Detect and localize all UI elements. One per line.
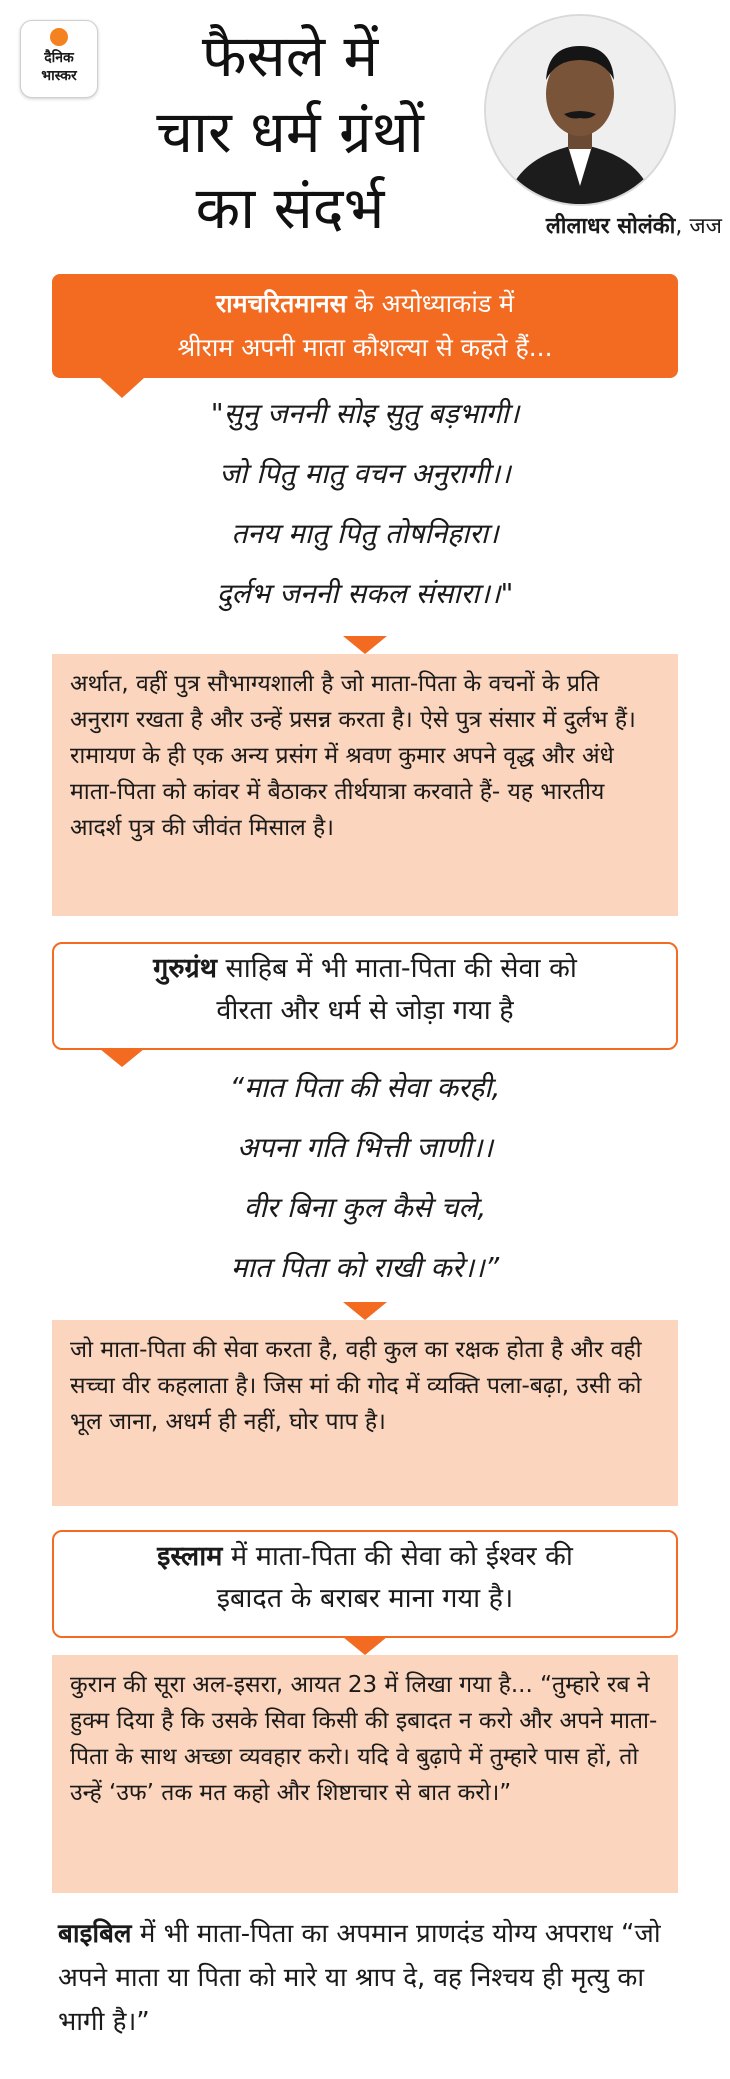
- islam-intro-line2: इबादत के बराबर माना गया है।: [216, 1583, 514, 1614]
- verse-line: दुर्लभ जननी सकल संसारा।।": [216, 577, 514, 610]
- islam-pointer-icon: [343, 1637, 387, 1655]
- sun-icon: [50, 28, 68, 46]
- page-title: [100, 18, 480, 246]
- guru-intro-line1: साहिब में भी माता-पिता की सेवा को: [216, 953, 577, 984]
- verse-line: मात पिता को राखी करे।।”: [230, 1251, 500, 1284]
- bible-text: में भी माता-पिता का अपमान प्राणदंड योग्य अपराध “जो अपने माता या पिता को मारे या श्राप दे, वह निश्चय ही मृत्यु का भागी है।”: [58, 1919, 661, 2037]
- guru-intro-bold: गुरुग्रंथ: [153, 953, 217, 984]
- ramayan-meaning-box: [52, 654, 678, 916]
- guru-meaning: जो माता-पिता की सेवा करता है, वही कुल का रक्षक होता है और वही सच्चा वीर कहलाता है। जिस मां की गोद में व्यक्ति पला-बढ़ा, उसी को भूल जाना, अधर्म ही नहीं, घोर पाप है।: [70, 1337, 642, 1435]
- logo-line1: दैनिक: [44, 50, 74, 66]
- judge-portrait-icon: [486, 16, 674, 204]
- judge-name: लीलाधर सोलंकी: [545, 214, 676, 239]
- ramayan-meaning-pointer-icon: [343, 636, 387, 654]
- judge-caption: [452, 212, 722, 242]
- title-line-3: का संदर्भ: [195, 174, 385, 242]
- verse-line: वीर बिना कुल कैसे चले,: [243, 1191, 487, 1224]
- dainik-bhaskar-logo: [20, 20, 98, 98]
- verse-line: तनय मातु पितु तोषनिहारा।: [231, 517, 499, 550]
- ramayan-verse: [60, 384, 670, 624]
- islam-intro-bold: इस्लाम: [157, 1541, 223, 1572]
- bible-paragraph: [58, 1912, 678, 2044]
- judge-photo: [484, 14, 676, 206]
- logo-line2: भास्कर: [41, 68, 77, 84]
- islam-meaning: कुरान की सूरा अल-इसरा, आयत 23 में लिखा गया है... “तुम्हारे रब ने हुक्म दिया है कि उसके सिवा किसी की इबादत न करो और अपने माता-पिता के साथ अच्छा व्यवहार करो। यदि वे बुढ़ापे में तुम्हारे पास हों, तो उन्हें ‘उफ’ तक मत कहो और शिष्टाचार से बात करो।”: [70, 1672, 658, 1806]
- guru-verse: [60, 1058, 670, 1298]
- ramayan-meaning: अर्थात, वहीं पुत्र सौभाग्यशाली है जो माता-पिता के वचनों के प्रति अनुराग रखता है और उन्हें प्रसन्न करता है। ऐसे पुत्र संसार में दुर्लभ हैं। रामायण के ही एक अन्य प्रसंग में श्रवण कुमार अपने वृद्ध और अंधे माता-पिता को कांवर में बैठाकर तीर्थयात्रा करवाते हैं- यह भारतीय आदर्श पुत्र की जीवंत मिसाल है।: [70, 671, 636, 841]
- guru-intro-box: [52, 942, 678, 1050]
- guru-meaning-pointer-icon: [343, 1302, 387, 1320]
- islam-intro-line1: में माता-पिता की सेवा को ईश्वर की: [222, 1541, 573, 1572]
- verse-line: “मात पिता की सेवा करही,: [229, 1071, 501, 1104]
- title-line-1: फैसले में: [201, 22, 379, 90]
- ramayan-intro-line1: के अयोध्याकांड में: [346, 289, 515, 318]
- guru-intro-line2: वीरता और धर्म से जोड़ा गया है: [216, 995, 514, 1026]
- ramayan-intro-bold: रामचरितमानस: [215, 289, 347, 318]
- title-line-2: चार धर्म ग्रंथों: [156, 98, 424, 166]
- islam-intro-box: [52, 1530, 678, 1638]
- ramayan-intro-box: [52, 274, 678, 378]
- verse-line: जो पितु मातु वचन अनुरागी।।: [219, 457, 511, 490]
- verse-line: "सुनु जननी सोइ सुतु बड़भागी।: [210, 397, 520, 430]
- verse-line: अपना गति भित्ती जाणी।।: [236, 1131, 494, 1164]
- ramayan-intro-line2: श्रीराम अपनी माता कौशल्या से कहते हैं...: [177, 333, 553, 362]
- judge-role: , जज: [675, 214, 722, 239]
- guru-meaning-box: [52, 1320, 678, 1506]
- islam-meaning-box: [52, 1655, 678, 1893]
- bible-bold: बाइबिल: [58, 1919, 132, 1949]
